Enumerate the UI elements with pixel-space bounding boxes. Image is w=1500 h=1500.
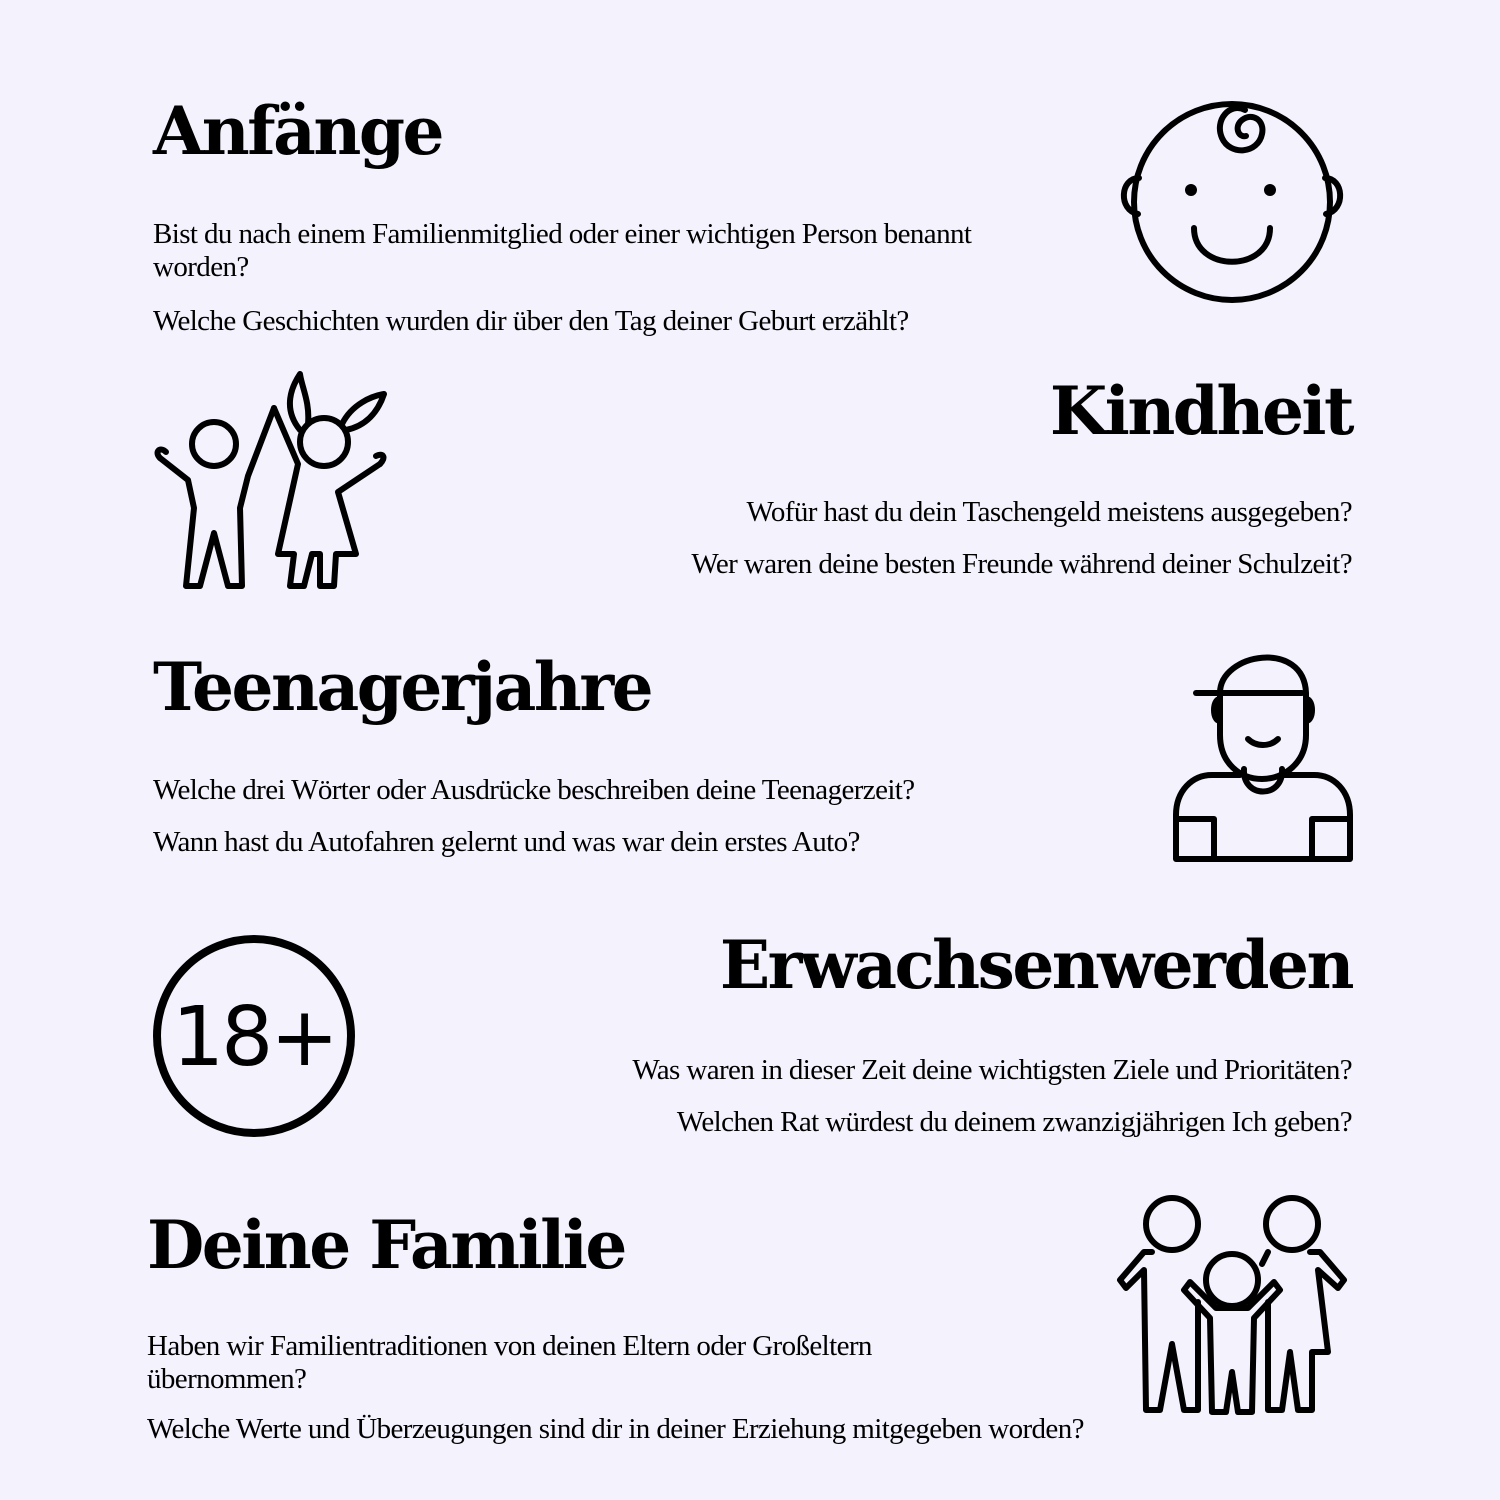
question-text: Haben wir Familientraditionen von deinen Eltern oder Großeltern übernommen? (147, 1330, 872, 1395)
section-title: Kindheit (1049, 372, 1352, 450)
section-teenagerjahre (153, 648, 1113, 859)
section-deine-familie (147, 1206, 1127, 1446)
section-title: Deine Familie (147, 1206, 625, 1284)
section-title: Teenagerjahre (153, 648, 652, 726)
eighteen-plus-icon (152, 934, 356, 1138)
section-kindheit (450, 372, 1352, 581)
question-text: Was waren in dieser Zeit deine wichtigsten Ziele und Prioritäten? (632, 1054, 1352, 1086)
teenager-cap-icon (1172, 643, 1356, 865)
question-text: Wer waren deine besten Freunde während deiner Schulzeit? (691, 548, 1352, 580)
question-text: Welche Werte und Überzeugungen sind dir in deiner Erziehung mitgegeben worden? (147, 1413, 1084, 1445)
section-title: Erwachsenwerden (719, 926, 1352, 1004)
question-text: Bist du nach einem Familienmitglied oder einer wichtigen Person benannt worden? (153, 218, 972, 283)
section-anfaenge (153, 92, 1053, 338)
question-text: Welchen Rat würdest du deinem zwanzigjährigen Ich geben? (676, 1106, 1352, 1138)
question-text: Wofür hast du dein Taschengeld meistens ausgegeben? (746, 496, 1352, 528)
section-erwachsenwerden (420, 926, 1352, 1139)
icon-label: 18+ (171, 990, 337, 1085)
baby-face-icon (1112, 98, 1352, 308)
question-text: Wann hast du Autofahren gelernt und was war dein erstes Auto? (153, 826, 860, 858)
family-icon (1114, 1194, 1354, 1420)
question-text: Welche drei Wörter oder Ausdrücke beschreiben deine Teenagerzeit? (153, 774, 915, 806)
playing-children-icon (152, 368, 392, 593)
question-text: Welche Geschichten wurden dir über den Tag deiner Geburt erzählt? (153, 305, 909, 337)
section-title: Anfänge (153, 92, 442, 170)
